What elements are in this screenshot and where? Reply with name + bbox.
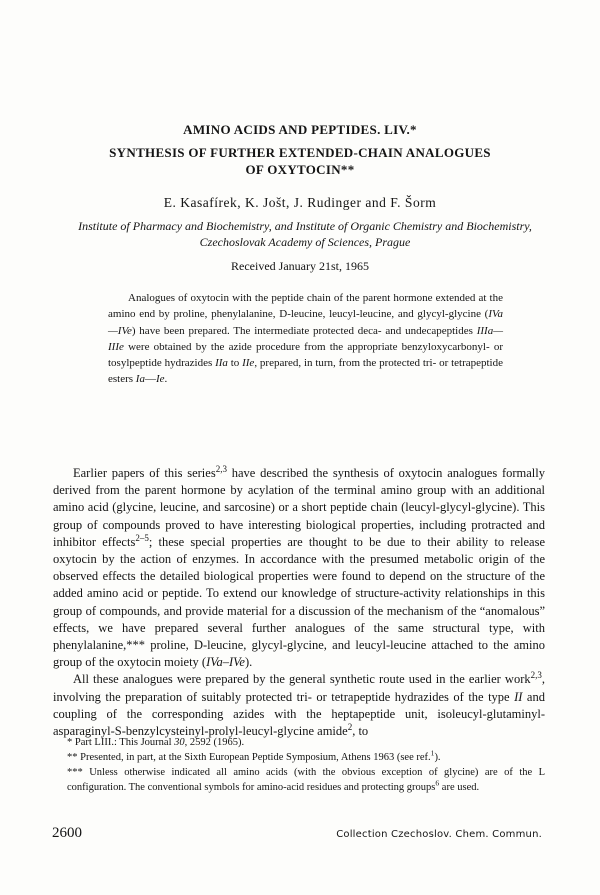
abstract-text: — <box>144 373 156 386</box>
abstract-text: ) have been prepared. The intermediate protected deca- and undecapeptides <box>131 324 477 337</box>
author-list: E. Kasafírek, K. Jošt, J. Rudinger and F. Šorm <box>163 195 437 210</box>
abstract-text: , prepared, in turn, from the protected tri- or tetrapeptide esters <box>108 357 503 386</box>
compound-label: IVa–IVe <box>206 655 245 670</box>
affiliation-line1: Institute of Pharmacy and Biochemistry, and Institute of Organic Chemistry and Biochemistry, <box>78 219 532 233</box>
citation-superscript: 2 <box>347 721 353 732</box>
footnote-text: * Part LIII.: This Journal <box>67 737 175 748</box>
footnote-2 <box>53 750 545 765</box>
body-text-run: All these analogues were prepared by the general synthetic route used in the earlier work <box>73 672 531 687</box>
article-title <box>0 144 600 178</box>
page-number: 2600 <box>52 825 82 841</box>
footnote-3 <box>53 765 545 795</box>
body-text-run: , to <box>352 724 369 739</box>
citation-superscript: 2–5 <box>135 532 149 543</box>
abstract <box>108 290 503 388</box>
citation-superscript: 2,3 <box>215 463 227 474</box>
abstract-compound-label: IIIa—IIIe <box>108 324 503 353</box>
article-title-line2: OF OXYTOCIN** <box>245 162 355 177</box>
affiliation-line2: Czechoslovak Academy of Sciences, Prague <box>199 235 411 249</box>
body-paragraph-2 <box>53 671 545 740</box>
body-text <box>53 465 545 740</box>
body-text-run: have described the synthesis of oxytocin analogues formally derived from the parent hormone by acylation of the terminal amino group with an additional amino acid (glycine, leucine, and sarcosine) or a short peptide chain (leucyl-glycyl-glycine). This group of compounds proved to have interesting biological properties, including protracted and inhibitor effects <box>53 466 546 549</box>
body-text-run: Earlier papers of this series <box>73 466 216 480</box>
footnote-text: ** Presented, in part, at the Sixth European Peptide Symposium, Athens 1963 (see ref. <box>67 752 431 763</box>
footnote-text: are used. <box>439 782 480 793</box>
affiliation <box>60 218 550 250</box>
footnote-1 <box>53 735 545 750</box>
abstract-text: Analogues of oxytocin with the peptide chain of the parent hormone extended at the amino end by proline, phenylalanine, D-leucine, leucyl-leucine, and glycyl-glycine ( <box>108 292 503 321</box>
footnotes <box>53 735 545 795</box>
body-text-run: and coupling of the corresponding azides with the heptapeptide unit, isoleucyl-glutaminyl-asparaginyl-S-benzylcysteinyl-prolyl-leucyl-glycine amide <box>53 689 545 739</box>
body-text-run: ; these special properties are thought to be due to their ability to release oxytocin by the action of enzymes. In accordance with the presumed metabolic origin of the observed effects the detailed biological properties were found to depend on the structure of the added amino acid or peptide. To extend our knowledge of structure-activity relationships in this group of compounds, and provide material for a discussion of the mechanism of the “anomalous” effects, we have prepared several further analogues of the same structural type, with phenylalanine,*** proline, D-leucine, glycyl-glycine, and leucyl-leucine attached to the amino group of the oxytocin moiety ( <box>53 534 546 670</box>
received-date: Received January 21st, 1965 <box>231 259 369 273</box>
body-text-run: ). <box>244 655 253 670</box>
footnote-text: , 2592 (1965). <box>184 737 245 748</box>
abstract-paragraph <box>108 290 503 388</box>
abstract-compound-label: IIa <box>215 357 228 370</box>
compound-label: II <box>514 689 523 704</box>
citation-superscript: 6 <box>435 778 440 788</box>
abstract-compound-label: Ia <box>135 373 145 386</box>
footnote-text: *** Unless otherwise indicated all amino acids (with the obvious exception of glycine) are of the L configuration. The conventional symbols for amino-acid residues and protecting groups <box>67 767 545 793</box>
abstract-text: . <box>164 373 168 386</box>
article-title-line1: SYNTHESIS OF FURTHER EXTENDED-CHAIN ANALOGUES <box>109 145 491 160</box>
footnote-text: ). <box>434 752 441 763</box>
journal-name: Collection Czechoslov. Chem. Commun. <box>336 829 542 840</box>
abstract-text: were obtained by the azide procedure from the appropriate benzyloxycarbonyl- or tosylpeptide hydrazides <box>108 340 503 370</box>
abstract-compound-label: IVa—IVe <box>108 308 503 337</box>
abstract-compound-label: IIe <box>242 357 255 370</box>
abstract-compound-label: Ie <box>155 373 165 386</box>
series-title: AMINO ACIDS AND PEPTIDES. LIV.* <box>183 122 417 137</box>
body-paragraph-1 <box>53 465 545 671</box>
citation-superscript: 1 <box>430 748 435 758</box>
citation-superscript: 2,3 <box>530 670 542 681</box>
footnote-volume: 30 <box>174 737 185 748</box>
body-text-run: , involving the preparation of suitably protected tri- or tetrapeptide hydrazides of the type <box>53 672 545 704</box>
abstract-text: to <box>227 357 243 370</box>
